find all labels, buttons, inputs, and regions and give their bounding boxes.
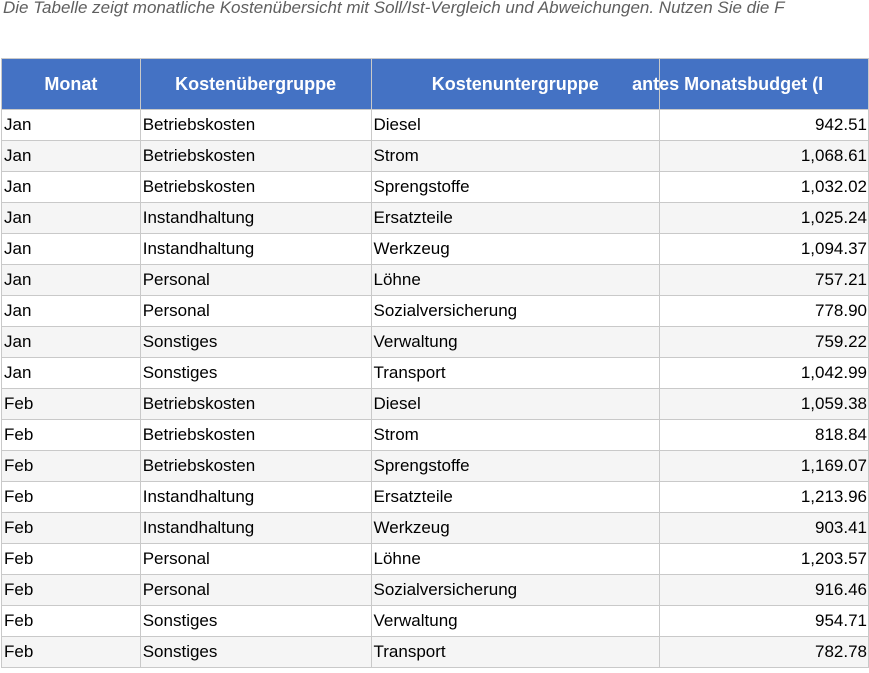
- cell-monatsbudget[interactable]: 942.51: [660, 110, 869, 141]
- table-row: [2, 482, 869, 513]
- table-row: [2, 172, 869, 203]
- cell-monat[interactable]: Jan: [2, 358, 141, 389]
- cell-monat[interactable]: Jan: [2, 110, 141, 141]
- table-row: [2, 110, 869, 141]
- column-header-monatsbudget[interactable]: [632, 59, 869, 110]
- cost-table: [1, 58, 869, 668]
- cell-monatsbudget[interactable]: 1,032.02: [660, 172, 869, 203]
- table-row: [2, 575, 869, 606]
- cell-monatsbudget[interactable]: 1,203.57: [660, 544, 869, 575]
- table-row: [2, 265, 869, 296]
- cell-kostenuntergruppe[interactable]: Transport: [371, 637, 660, 668]
- cell-monatsbudget[interactable]: 1,025.24: [660, 203, 869, 234]
- cell-kostenuntergruppe[interactable]: Strom: [371, 141, 660, 172]
- table-row: [2, 606, 869, 637]
- cell-monat[interactable]: Jan: [2, 203, 141, 234]
- table-row: [2, 296, 869, 327]
- table-row: [2, 544, 869, 575]
- table-row: [2, 358, 869, 389]
- cell-kostenuntergruppe[interactable]: Sozialversicherung: [371, 296, 660, 327]
- table-row: [2, 327, 869, 358]
- cell-monatsbudget[interactable]: 903.41: [660, 513, 869, 544]
- table-description: Die Tabelle zeigt monatliche Kostenübersicht mit Soll/Ist-Vergleich und Abweichungen. Nutzen Sie die F: [3, 0, 785, 17]
- cell-kostenuebergruppe[interactable]: Betriebskosten: [140, 451, 371, 482]
- cell-kostenuebergruppe[interactable]: Instandhaltung: [140, 482, 371, 513]
- cell-monatsbudget[interactable]: 1,213.96: [660, 482, 869, 513]
- cell-kostenuebergruppe[interactable]: Betriebskosten: [140, 110, 371, 141]
- cell-kostenuntergruppe[interactable]: Verwaltung: [371, 327, 660, 358]
- header-row: [2, 59, 869, 110]
- cell-kostenuebergruppe[interactable]: Instandhaltung: [140, 234, 371, 265]
- cell-monat[interactable]: Jan: [2, 296, 141, 327]
- cell-monatsbudget[interactable]: 778.90: [660, 296, 869, 327]
- cell-monat[interactable]: Feb: [2, 482, 141, 513]
- cell-monatsbudget[interactable]: 1,042.99: [660, 358, 869, 389]
- cell-kostenuebergruppe[interactable]: Sonstiges: [140, 327, 371, 358]
- column-header-kostenuebergruppe[interactable]: Kostenübergruppe: [140, 59, 371, 110]
- cell-kostenuntergruppe[interactable]: Sprengstoffe: [371, 451, 660, 482]
- cell-kostenuntergruppe[interactable]: Verwaltung: [371, 606, 660, 637]
- cell-monatsbudget[interactable]: 954.71: [660, 606, 869, 637]
- cell-monat[interactable]: Feb: [2, 637, 141, 668]
- table-body: [2, 110, 869, 668]
- table-row: [2, 513, 869, 544]
- cell-monat[interactable]: Jan: [2, 141, 141, 172]
- cell-monatsbudget[interactable]: 1,094.37: [660, 234, 869, 265]
- cell-kostenuebergruppe[interactable]: Betriebskosten: [140, 172, 371, 203]
- cell-monatsbudget[interactable]: 759.22: [660, 327, 869, 358]
- table-row: [2, 420, 869, 451]
- cell-monat[interactable]: Feb: [2, 575, 141, 606]
- cell-monat[interactable]: Jan: [2, 265, 141, 296]
- cell-kostenuebergruppe[interactable]: Betriebskosten: [140, 389, 371, 420]
- cell-kostenuntergruppe[interactable]: Transport: [371, 358, 660, 389]
- cell-monat[interactable]: Jan: [2, 172, 141, 203]
- cell-monatsbudget[interactable]: 916.46: [660, 575, 869, 606]
- cell-kostenuntergruppe[interactable]: Ersatzteile: [371, 203, 660, 234]
- cell-kostenuebergruppe[interactable]: Sonstiges: [140, 606, 371, 637]
- cell-monatsbudget[interactable]: 1,169.07: [660, 451, 869, 482]
- cell-kostenuntergruppe[interactable]: Ersatzteile: [371, 482, 660, 513]
- cell-monatsbudget[interactable]: 1,059.38: [660, 389, 869, 420]
- cell-monat[interactable]: Feb: [2, 420, 141, 451]
- column-header-monat[interactable]: Monat: [2, 59, 141, 110]
- cell-kostenuebergruppe[interactable]: Betriebskosten: [140, 141, 371, 172]
- cell-monatsbudget[interactable]: 1,068.61: [660, 141, 869, 172]
- cell-kostenuntergruppe[interactable]: Sprengstoffe: [371, 172, 660, 203]
- cell-monat[interactable]: Jan: [2, 234, 141, 265]
- cell-monat[interactable]: Feb: [2, 451, 141, 482]
- cell-kostenuebergruppe[interactable]: Personal: [140, 544, 371, 575]
- cell-kostenuebergruppe[interactable]: Sonstiges: [140, 637, 371, 668]
- cell-kostenuntergruppe[interactable]: Löhne: [371, 265, 660, 296]
- cell-monat[interactable]: Feb: [2, 513, 141, 544]
- cell-kostenuebergruppe[interactable]: Instandhaltung: [140, 513, 371, 544]
- table-row: [2, 234, 869, 265]
- cell-monat[interactable]: Jan: [2, 327, 141, 358]
- cell-kostenuntergruppe[interactable]: Diesel: [371, 389, 660, 420]
- cell-kostenuntergruppe[interactable]: Diesel: [371, 110, 660, 141]
- table-row: [2, 389, 869, 420]
- cell-kostenuntergruppe[interactable]: Strom: [371, 420, 660, 451]
- table-row: [2, 203, 869, 234]
- cell-kostenuebergruppe[interactable]: Personal: [140, 265, 371, 296]
- cell-kostenuntergruppe[interactable]: Werkzeug: [371, 513, 660, 544]
- cell-kostenuebergruppe[interactable]: Instandhaltung: [140, 203, 371, 234]
- cell-kostenuntergruppe[interactable]: Löhne: [371, 544, 660, 575]
- cell-kostenuntergruppe[interactable]: Werkzeug: [371, 234, 660, 265]
- cell-kostenuebergruppe[interactable]: Betriebskosten: [140, 420, 371, 451]
- cell-monat[interactable]: Feb: [2, 606, 141, 637]
- cell-kostenuntergruppe[interactable]: Sozialversicherung: [371, 575, 660, 606]
- cell-monatsbudget[interactable]: 757.21: [660, 265, 869, 296]
- cell-monat[interactable]: Feb: [2, 544, 141, 575]
- cell-kostenuebergruppe[interactable]: Personal: [140, 575, 371, 606]
- table-row: [2, 141, 869, 172]
- table-row: [2, 637, 869, 668]
- column-header-monatsbudget-label: antes Monatsbudget (I: [632, 73, 824, 94]
- cell-kostenuebergruppe[interactable]: Sonstiges: [140, 358, 371, 389]
- column-header-kostenuntergruppe[interactable]: Kostenuntergruppe: [371, 59, 660, 110]
- table-row: [2, 451, 869, 482]
- cell-monat[interactable]: Feb: [2, 389, 141, 420]
- cell-kostenuebergruppe[interactable]: Personal: [140, 296, 371, 327]
- cell-monatsbudget[interactable]: 782.78: [660, 637, 869, 668]
- cell-monatsbudget[interactable]: 818.84: [660, 420, 869, 451]
